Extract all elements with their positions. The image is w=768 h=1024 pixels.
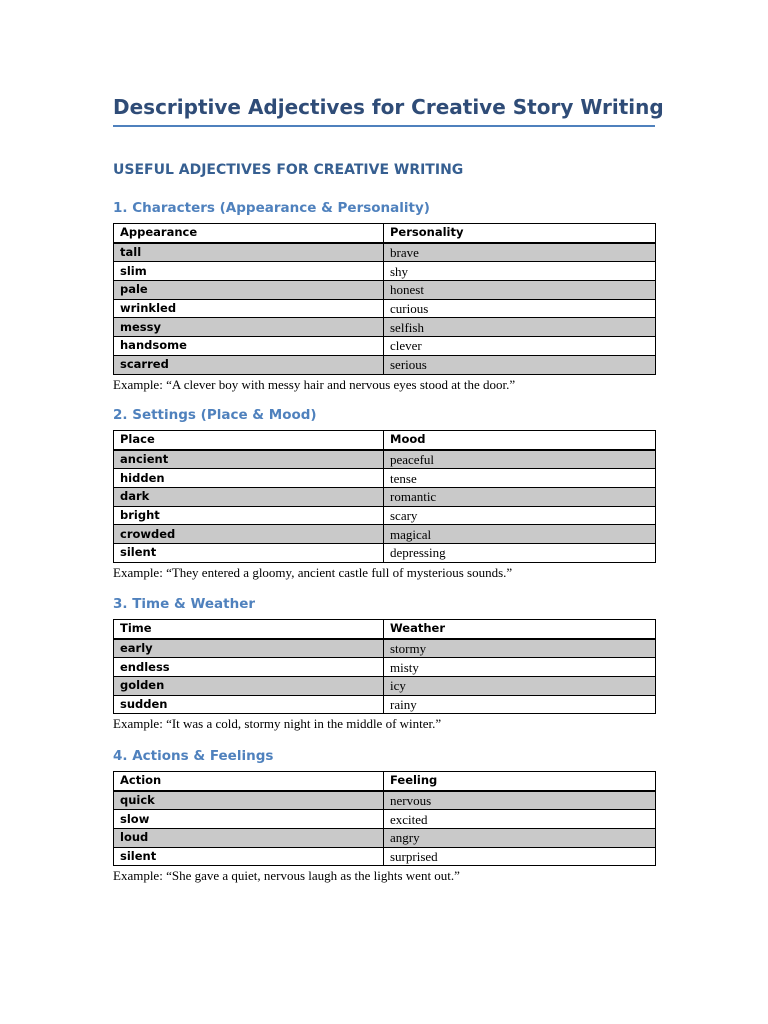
column-header: Place [114, 431, 384, 450]
column-header: Mood [384, 431, 656, 450]
table-cell: silent [114, 544, 384, 563]
document-page [113, 92, 664, 884]
column-header: Action [114, 772, 384, 791]
table-cell: angry [384, 829, 656, 848]
table-cell: early [114, 639, 384, 658]
table-cell: ancient [114, 450, 384, 469]
section-characters [113, 198, 655, 393]
column-header: Feeling [384, 772, 656, 791]
table-cell: selfish [384, 318, 656, 337]
table-cell: magical [384, 525, 656, 544]
table-cell: misty [384, 658, 656, 677]
table-cell: endless [114, 658, 384, 677]
table-cell: romantic [384, 488, 656, 507]
section-heading: 3. Time & Weather [113, 596, 256, 612]
table-row [114, 262, 656, 281]
section-heading: 4. Actions & Feelings [113, 748, 274, 764]
table-cell: tense [384, 469, 656, 488]
table-cell: excited [384, 810, 656, 829]
table-cell: peaceful [384, 450, 656, 469]
title-underline [113, 125, 655, 127]
section-settings [113, 405, 655, 581]
column-header: Appearance [114, 224, 384, 243]
table-row [114, 791, 656, 810]
table-row [114, 658, 656, 677]
table-row [114, 469, 656, 488]
table-cell: sudden [114, 695, 384, 714]
column-header: Time [114, 620, 384, 639]
table-cell: rainy [384, 695, 656, 714]
example-sentence: Example: “It was a cold, stormy night in the middle of winter.” [113, 716, 442, 732]
adjective-table [113, 619, 656, 714]
column-header: Personality [384, 224, 656, 243]
section-time-weather [113, 594, 655, 732]
table-cell: bright [114, 506, 384, 525]
example-sentence: Example: “They entered a gloomy, ancient castle full of mysterious sounds.” [113, 564, 513, 580]
adjective-table [113, 771, 656, 866]
table-cell: quick [114, 791, 384, 810]
table-row [114, 639, 656, 658]
table-row [114, 299, 656, 318]
table-row [114, 318, 656, 337]
table-cell: tall [114, 243, 384, 262]
section-actions-feelings [113, 746, 655, 884]
table-cell: crowded [114, 525, 384, 544]
table-cell: slim [114, 262, 384, 281]
table-cell: slow [114, 810, 384, 829]
table-cell: stormy [384, 639, 656, 658]
table-row [114, 810, 656, 829]
table-row [114, 677, 656, 696]
column-header: Weather [384, 620, 656, 639]
table-cell: wrinkled [114, 299, 384, 318]
table-cell: depressing [384, 544, 656, 563]
table-cell: golden [114, 677, 384, 696]
section-heading: 2. Settings (Place & Mood) [113, 407, 317, 423]
adjective-table [113, 430, 656, 563]
table-row [114, 695, 656, 714]
table-row [114, 450, 656, 469]
table-cell: curious [384, 299, 656, 318]
table-cell: pale [114, 281, 384, 300]
table-header-row [114, 431, 656, 450]
table-header-row [114, 620, 656, 639]
table-header-row [114, 224, 656, 243]
table-cell: loud [114, 829, 384, 848]
table-cell: messy [114, 318, 384, 337]
table-cell: scary [384, 506, 656, 525]
table-header-row [114, 772, 656, 791]
table-row [114, 506, 656, 525]
table-cell: brave [384, 243, 656, 262]
table-row [114, 243, 656, 262]
table-cell: hidden [114, 469, 384, 488]
adjective-table [113, 223, 656, 375]
table-row [114, 488, 656, 507]
example-sentence: Example: “A clever boy with messy hair and nervous eyes stood at the door.” [113, 376, 516, 392]
table-cell: honest [384, 281, 656, 300]
table-row [114, 525, 656, 544]
table-cell: handsome [114, 337, 384, 356]
table-row [114, 847, 656, 866]
table-cell: silent [114, 847, 384, 866]
table-cell: icy [384, 677, 656, 696]
table-row [114, 544, 656, 563]
table-cell: clever [384, 337, 656, 356]
table-cell: dark [114, 488, 384, 507]
table-row [114, 281, 656, 300]
example-sentence: Example: “She gave a quiet, nervous laugh as the lights went out.” [113, 868, 460, 884]
main-heading: USEFUL ADJECTIVES FOR CREATIVE WRITING [113, 162, 464, 178]
section-heading: 1. Characters (Appearance & Personality) [113, 200, 430, 216]
table-cell: shy [384, 262, 656, 281]
table-cell: nervous [384, 791, 656, 810]
document-title: Descriptive Adjectives for Creative Story Writing [113, 95, 664, 119]
table-cell: scarred [114, 355, 384, 374]
table-cell: serious [384, 355, 656, 374]
table-row [114, 829, 656, 848]
table-cell: surprised [384, 847, 656, 866]
table-row [114, 337, 656, 356]
table-row [114, 355, 656, 374]
